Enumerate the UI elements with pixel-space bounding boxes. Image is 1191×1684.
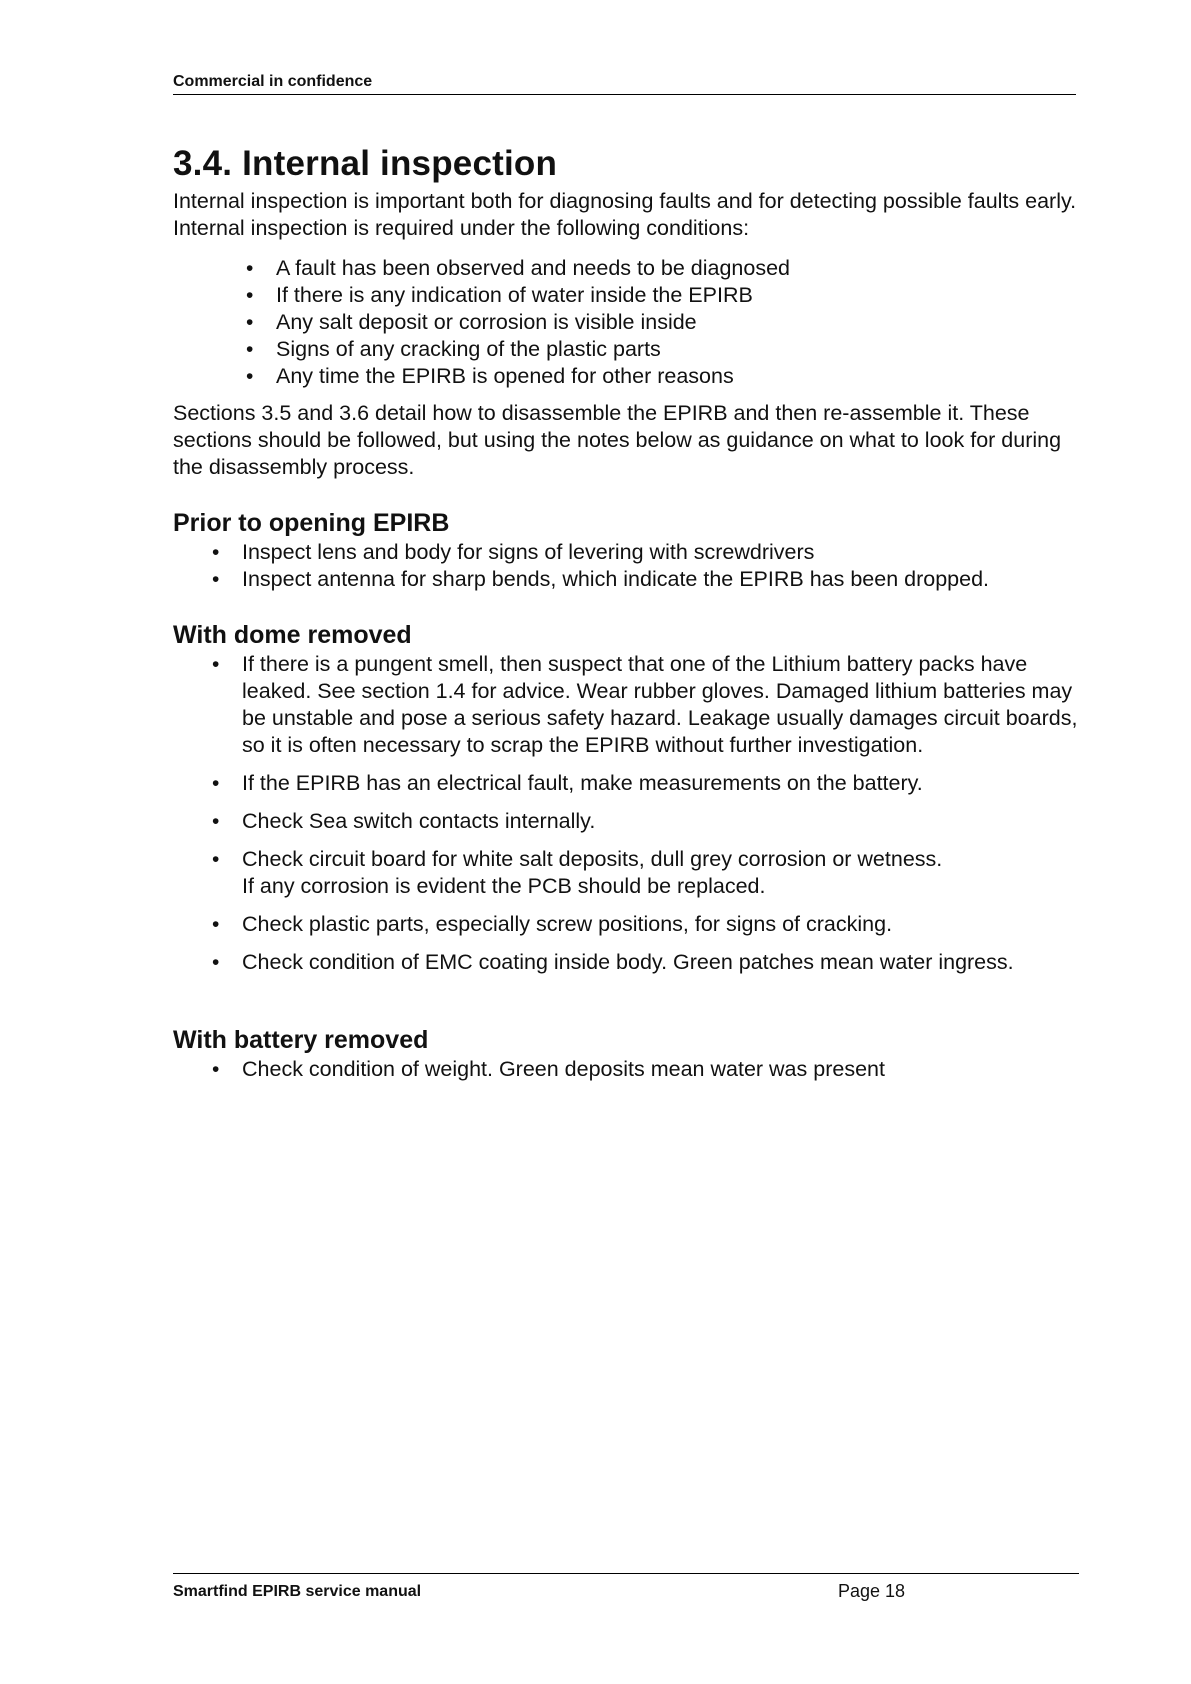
dome-list [173,651,1093,976]
battery-list [173,1056,1093,1083]
list-item: • Check Sea switch contacts internally. [242,808,1093,835]
corrosion-check-text: Check circuit board for white salt deposits, dull grey corrosion or wetness. [242,847,943,871]
list-item: • Inspect antenna for sharp bends, which indicate the EPIRB has been dropped. [242,566,1093,593]
list-item: • Signs of any cracking of the plastic parts [276,336,1093,363]
list-item: • A fault has been observed and needs to be diagnosed [276,255,1093,282]
manual-title: Smartfind EPIRB service manual [173,1583,422,1600]
list-item: • If there is any indication of water inside the EPIRB [276,282,1093,309]
intro-paragraph: Internal inspection is important both for diagnosing faults and for detecting possible faults early. Internal inspection is required under the following conditions: [173,189,1077,240]
battery-heading: With battery removed [173,1026,429,1054]
pcb-replace-text: If any corrosion is evident the PCB should be replaced. [242,874,766,898]
list-item: • Check plastic parts, especially screw positions, for signs of cracking. [242,911,1093,938]
list-item: • If there is a pungent smell, then suspect that one of the Lithium battery packs have leaked. See section 1.4 for advice. Wear rubber gloves. Damaged lithium batteries may be unstable and pose a serious safety hazard. Leakage usually damages circuit boards, so it is often necessary to scrap the EPIRB without further investigation. [242,651,1093,759]
list-item: • Check condition of weight. Green deposits mean water was present [242,1056,1093,1083]
page-header [173,72,1076,95]
list-item: • Any time the EPIRB is opened for other reasons [276,363,1093,390]
section-title: 3.4. Internal inspection [173,144,558,183]
page-number: Page 18 [838,1581,906,1601]
conditions-list [173,255,1093,390]
page-content [173,140,1093,1083]
list-item: • Check condition of EMC coating inside body. Green patches mean water ingress. [242,949,1093,976]
prior-heading: Prior to opening EPIRB [173,509,450,537]
page-footer [173,1573,1079,1604]
list-item [242,846,1093,900]
list-item: • If the EPIRB has an electrical fault, make measurements on the battery. [242,770,1093,797]
disassembly-paragraph: Sections 3.5 and 3.6 detail how to disassemble the EPIRB and then re-assemble it. These sections should be followed, but using the notes below as guidance on what to look for during the disassembly process. [173,401,1062,479]
confidentiality-label: Commercial in confidence [173,73,373,90]
prior-list [173,539,1093,593]
list-item: • Inspect lens and body for signs of levering with screwdrivers [242,539,1093,566]
list-item: • Any salt deposit or corrosion is visible inside [276,309,1093,336]
dome-heading: With dome removed [173,621,412,649]
